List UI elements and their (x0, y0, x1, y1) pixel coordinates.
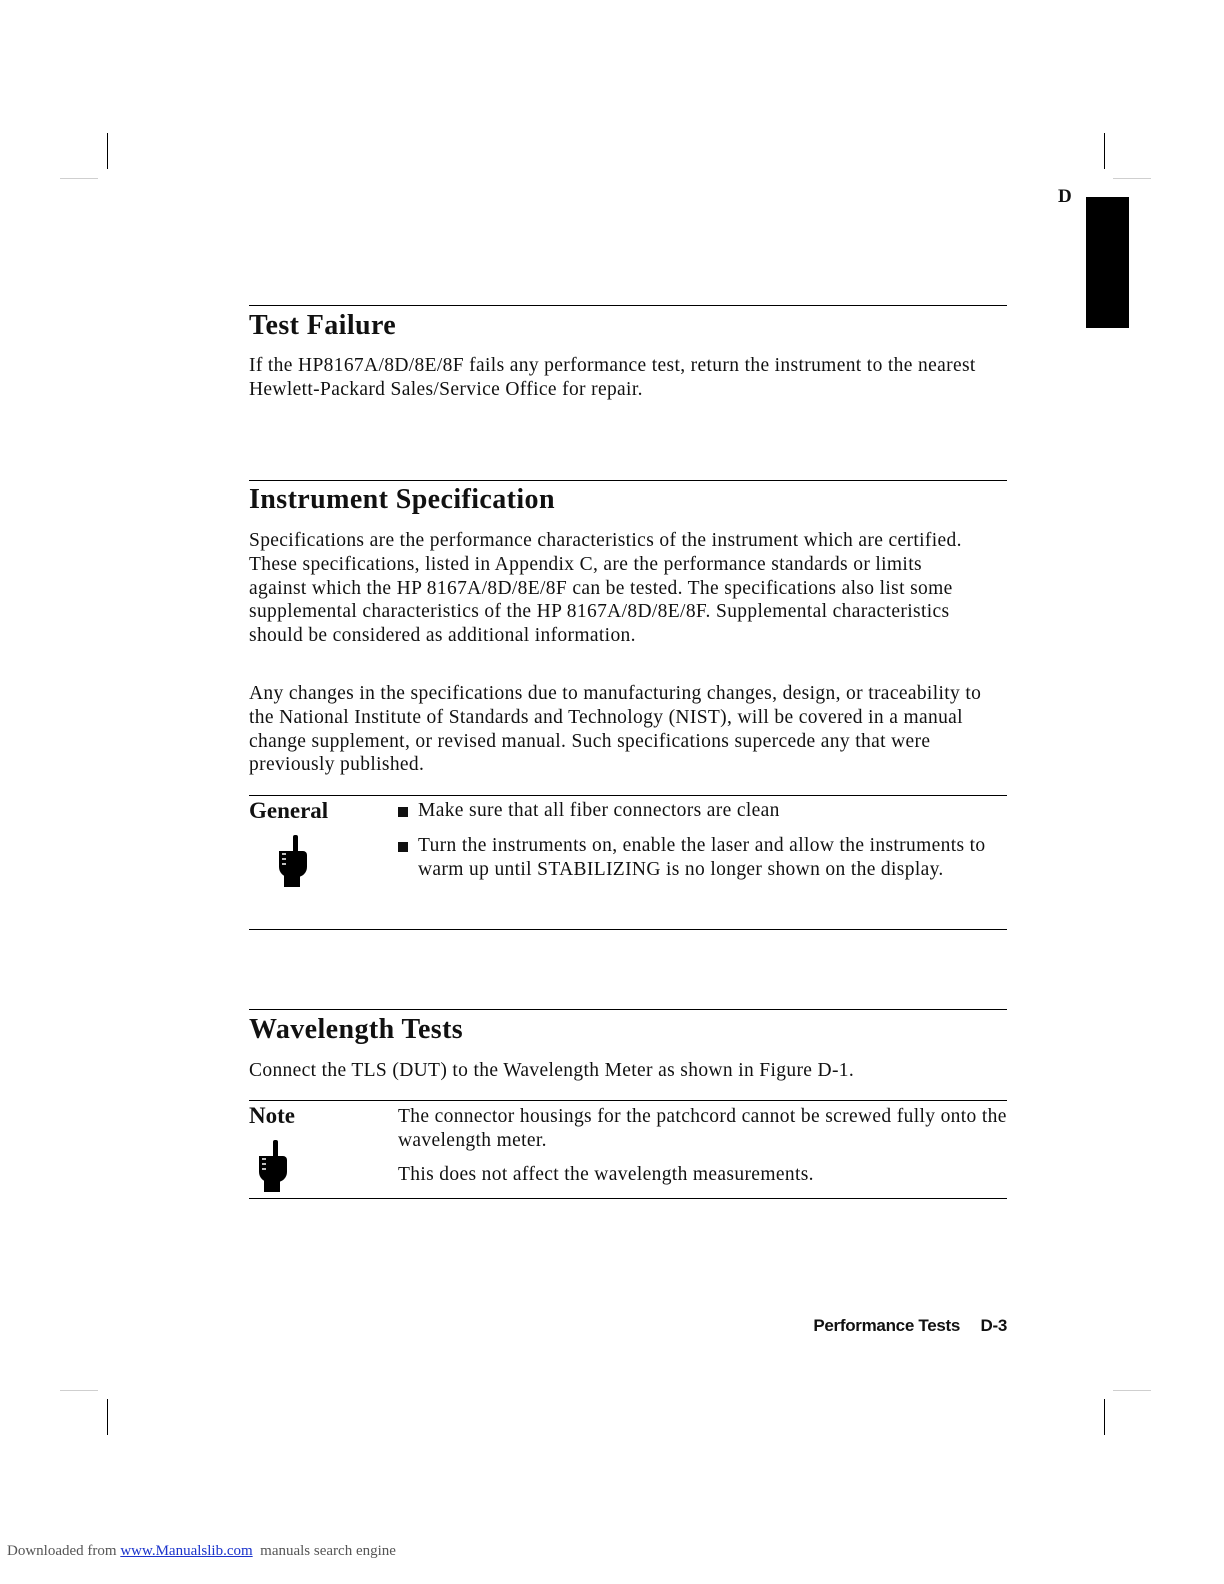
note-top-rule (249, 1100, 1007, 1101)
footer-section-name: Performance Tests (813, 1316, 961, 1335)
note-bottom-rule (249, 1198, 1007, 1199)
pointing-hand-icon (256, 1140, 290, 1194)
general-top-rule (249, 795, 1007, 796)
chapter-tab-letter: D (1058, 186, 1072, 207)
chapter-tab-marker (1086, 197, 1129, 328)
download-source-line: Downloaded from www.Manualslib.com manuals search engine (7, 1543, 396, 1559)
list-item: Make sure that all fiber connectors are clean (398, 799, 1010, 823)
bullet-square-icon (398, 807, 408, 817)
test-failure-text: If the HP8167A/8D/8E/8F fails any performance test, return the instrument to the nearest Hewlett-Packard Sales/Service Office for repair. (249, 355, 976, 400)
crop-mark-bottom-left (107, 1399, 108, 1435)
wavelength-tests-text: Connect the TLS (DUT) to the Wavelength Meter as shown in Figure D-1. (249, 1060, 855, 1081)
crop-line-top-right (1113, 178, 1151, 179)
page-footer (813, 1316, 1007, 1336)
footer-page-number: D-3 (980, 1316, 1007, 1335)
crop-mark-top-left (107, 133, 108, 169)
crop-line-bottom-right (1113, 1390, 1151, 1391)
manualslib-link[interactable]: www.Manualslib.com (120, 1543, 253, 1559)
list-item: Turn the instruments on, enable the laser and allow the instruments to warm up until STABILIZING is no longer shown on the display. (398, 834, 1010, 882)
general-bottom-rule (249, 929, 1007, 930)
note-text-2: This does not affect the wavelength measurements. (398, 1164, 814, 1185)
crop-mark-top-right (1104, 133, 1105, 169)
section-rule (249, 305, 1007, 306)
general-label: General (249, 798, 329, 823)
instrument-spec-paragraph-2: Any changes in the specifications due to manufacturing changes, design, or traceability to the National Institute of Standards and Technology (NIST), will be covered in a manual change supplement, or revised manual. Such specifications supercede any that were previously published. (249, 683, 982, 776)
crop-mark-bottom-right (1104, 1399, 1105, 1435)
section-rule (249, 480, 1007, 481)
note-text-1: The connector housings for the patchcord cannot be screwed fully onto the wavelength meter. (398, 1106, 1007, 1151)
section-title-instrument-specification: Instrument Specification (249, 484, 555, 515)
section-title-wavelength-tests: Wavelength Tests (249, 1014, 464, 1045)
note-label: Note (249, 1103, 295, 1128)
section-title-test-failure: Test Failure (249, 310, 397, 341)
crop-line-bottom-left (60, 1390, 98, 1391)
bullet-square-icon (398, 842, 408, 852)
crop-line-top-left (60, 178, 98, 179)
section-rule (249, 1009, 1007, 1010)
pointing-hand-icon (276, 835, 310, 889)
general-bullet-list (398, 799, 1010, 892)
instrument-spec-paragraph-1: Specifications are the performance characteristics of the instrument which are certified. These specifications, listed in Appendix C, are the performance standards or limits against which the HP 8167A/8D/8E/8F can be tested. The specifications also list some supplemental characteristics of the HP 8167A/8D/8E/8F. Supplemental characteristics should be considered as additional information. (249, 530, 962, 647)
